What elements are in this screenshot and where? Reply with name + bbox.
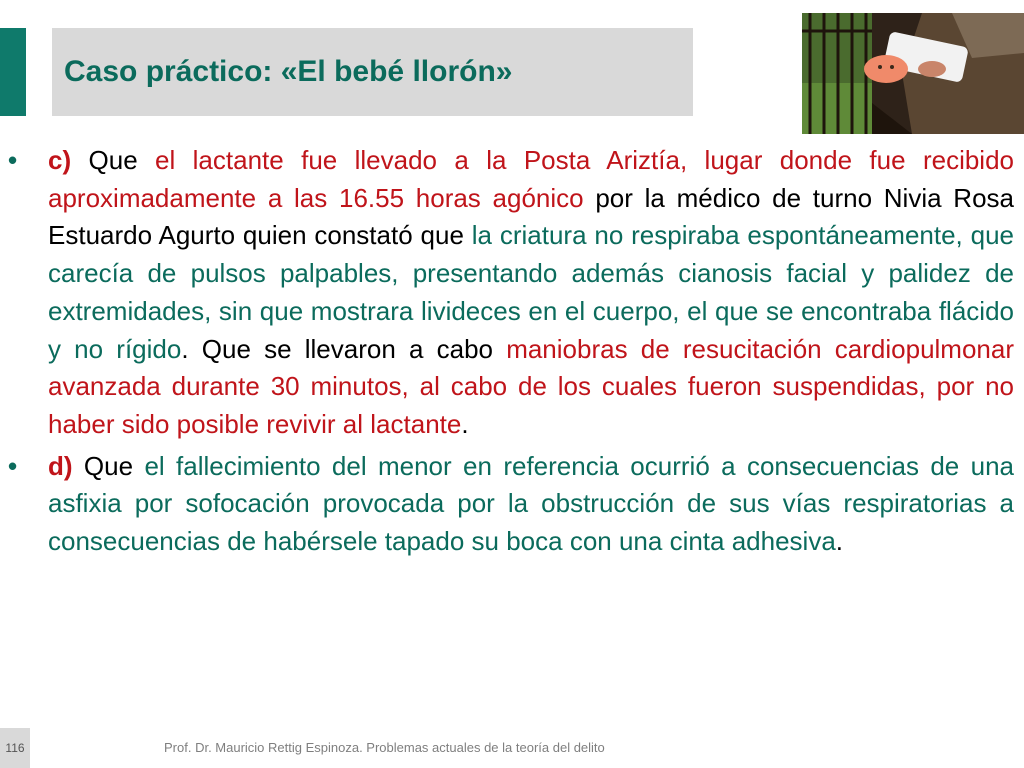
bullet-dot-icon: • [8, 450, 18, 481]
bullet-text: el fallecimiento del menor en referencia ocurrió a consecuencias de una asfixia por sofocación provocada por la obstrucción de sus vías respiratorias a consecuencias de habérsele tapado su boca con una cinta adhesiva [48, 450, 1014, 557]
bullet-dot-icon: • [8, 145, 18, 175]
slide-title: Caso práctico: «El bebé llorón» [64, 55, 513, 88]
bullet-text: Que [83, 450, 145, 481]
bullet-text: maniobras de resucitación cardiopulmonar avanzada durante 30 minutos, al cabo de los cuales fueron suspendidas, por no haber sido posible revivir al lactante [48, 333, 1015, 439]
bullet-text: . Que se llevaron a cabo [181, 333, 507, 364]
bullet-text: Que [88, 145, 156, 175]
bullet-c [8, 142, 1015, 444]
bullet-text: . [461, 408, 469, 439]
accent-bar [0, 28, 26, 116]
bullet-text: el lactante fue llevado a la Posta Ariztía, lugar donde fue recibido aproximadamente a las 16.55 horas agónico [48, 145, 1014, 213]
bullet-label: d) [48, 450, 73, 481]
photo-illustration [802, 13, 1024, 134]
title-box [52, 28, 693, 116]
bullet-text: . [835, 526, 844, 557]
bullet-text: la criatura no respiraba espontáneamente, que carecía de pulsos palpables, presentando además cianosis facial y palidez de extremidades, sin que mostrara livideces en el cuerpo, el que se encontraba flácido y no rígido [48, 220, 1014, 364]
photo-person-holding-baby-doll [802, 13, 1024, 134]
bullet-d [8, 448, 1014, 561]
slide-content [8, 142, 1015, 565]
page-number: 116 [0, 728, 30, 768]
bullet-label: c) [48, 145, 72, 175]
footer-text: Prof. Dr. Mauricio Rettig Espinoza. Problemas actuales de la teoría del delito [164, 740, 605, 755]
bullet-text: por la médico de turno Nivia Rosa Estuardo Agurto quien constató que [48, 182, 1014, 251]
